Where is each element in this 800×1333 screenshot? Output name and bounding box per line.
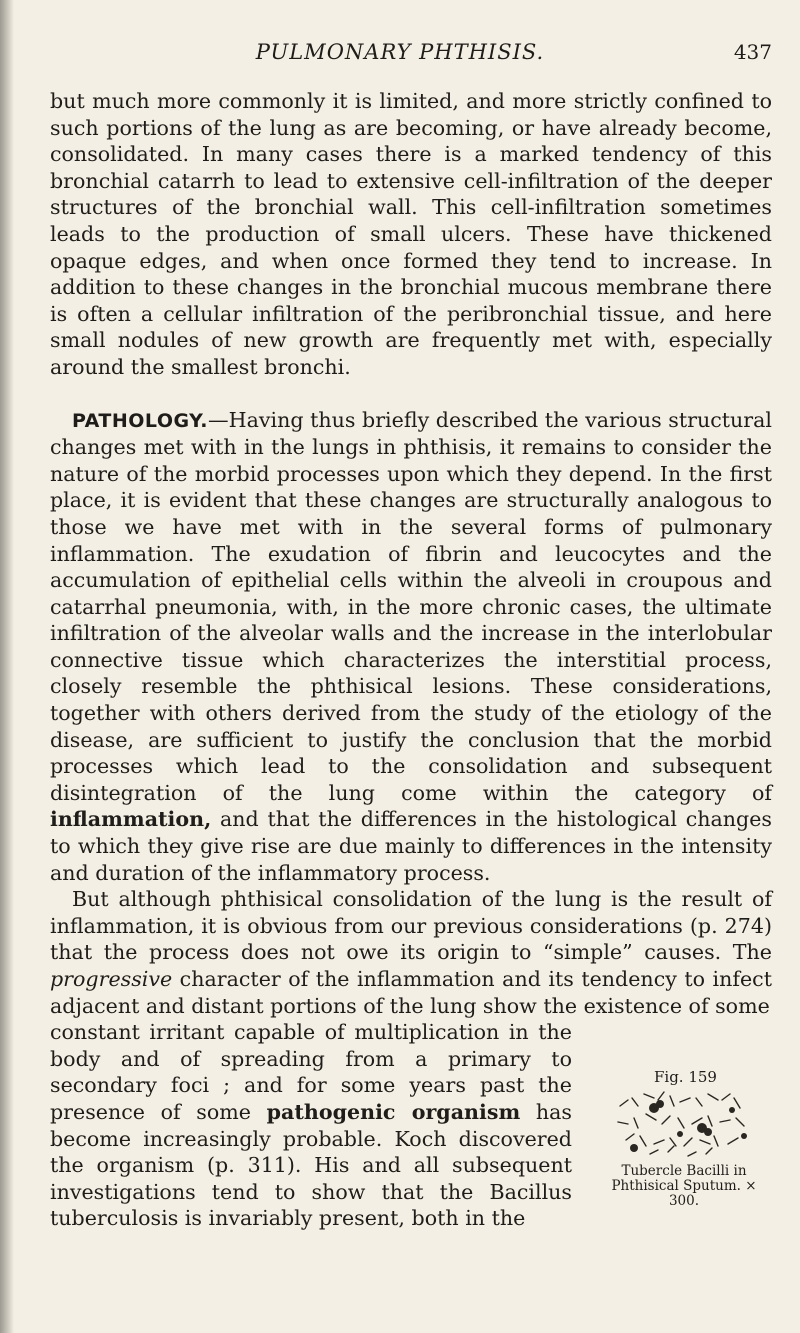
term-progressive: progressive [50,967,173,991]
page-header [0,38,800,68]
page-number: 437 [733,40,772,64]
paragraph-irritant-wrapped [50,1019,572,1232]
figure-caption: Tubercle Bacilli in Phthisical Sputum. × 300. [611,1163,757,1209]
section-heading-pathology: PATHOLOGY. [72,409,209,432]
term-pathogenic-organism: pathogenic organism [266,1099,521,1124]
body-text [50,88,772,1232]
irritant-text-a: But although phthisical consolidation of the lung is the result of inflammation, it is obvious from our previous considerations (p. 274) that the process does not owe its origin to “simple” causes. The [50,887,772,965]
figure-label: Fig. 159 [654,1068,717,1086]
term-inflammation: inflammation, [50,807,212,832]
book-spine-shadow [0,0,14,1333]
paragraph-irritant [50,886,772,1019]
paragraph-bronchial-catarrh: but much more commonly it is limited, and more strictly confined to such portions of the lung as are becoming, or have already become, consolidated. In many cases there is a marked tendency of this bronchial catarrh to lead to extensive cell-infiltration of the deeper structures of the bronchial wall. This cell-infiltration sometimes leads to the production of small ulcers. These have thickened opaque edges, and when once formed they tend to increase. In addition to these changes in the bronchial mucous membrane there is often a cellular infiltration of the peribronchial tissue, and here small nodules of new growth are frequently met with, especially around the smallest bronchi. [50,89,772,379]
irritant-text-c: constant irritant capable of multiplication in the body and of spreading from a primary to secondary foci ; and for some years past the presence of some [50,1020,572,1124]
bacilli-illustration [610,1088,760,1160]
irritant-text-b: character of the inflammation and its tendency to infect adjacent and distant portions of the lung show the existence of some [50,967,772,1018]
running-head: PULMONARY PHTHISIS. [255,40,545,64]
pathology-text-a: —Having thus briefly described the various structural changes met with in the lungs in phthisis, it remains to consider the nature of the morbid processes upon which they depend. In the first place, it is evident that these changes are structurally analogous to those we have met with in the several forms of pulmonary inflammation. The exudation of fibrin and leucocytes and the accumulation of epithelial cells within the alveoli in croupous and catarrhal pneumonia, with, in the more chronic cases, the ultimate infiltration of the alveolar walls and the increase in the interlobular connective tissue which characterizes the interstitial process, closely resemble the phthisical lesions. These considerations, together with others derived from the study of the etiology of the disease, are sufficient to justify the conclusion that the morbid processes which lead to the consolidation and subsequent disintegration of the lung come within the category of [50,407,772,805]
figure-159 [596,1068,772,1268]
paragraph-pathology [50,407,772,887]
pathology-text-b: and that the differences in the histological changes to which they give rise are due mainly to differences in the intensity and duration of the inflammatory process. [50,807,772,885]
irritant-text-d: has become increasingly probable. Koch discovered the organism (p. 311). His and all subsequent investigations tend to show that the Bacillus tuberculosis is invariably present, both in the [50,1099,573,1231]
